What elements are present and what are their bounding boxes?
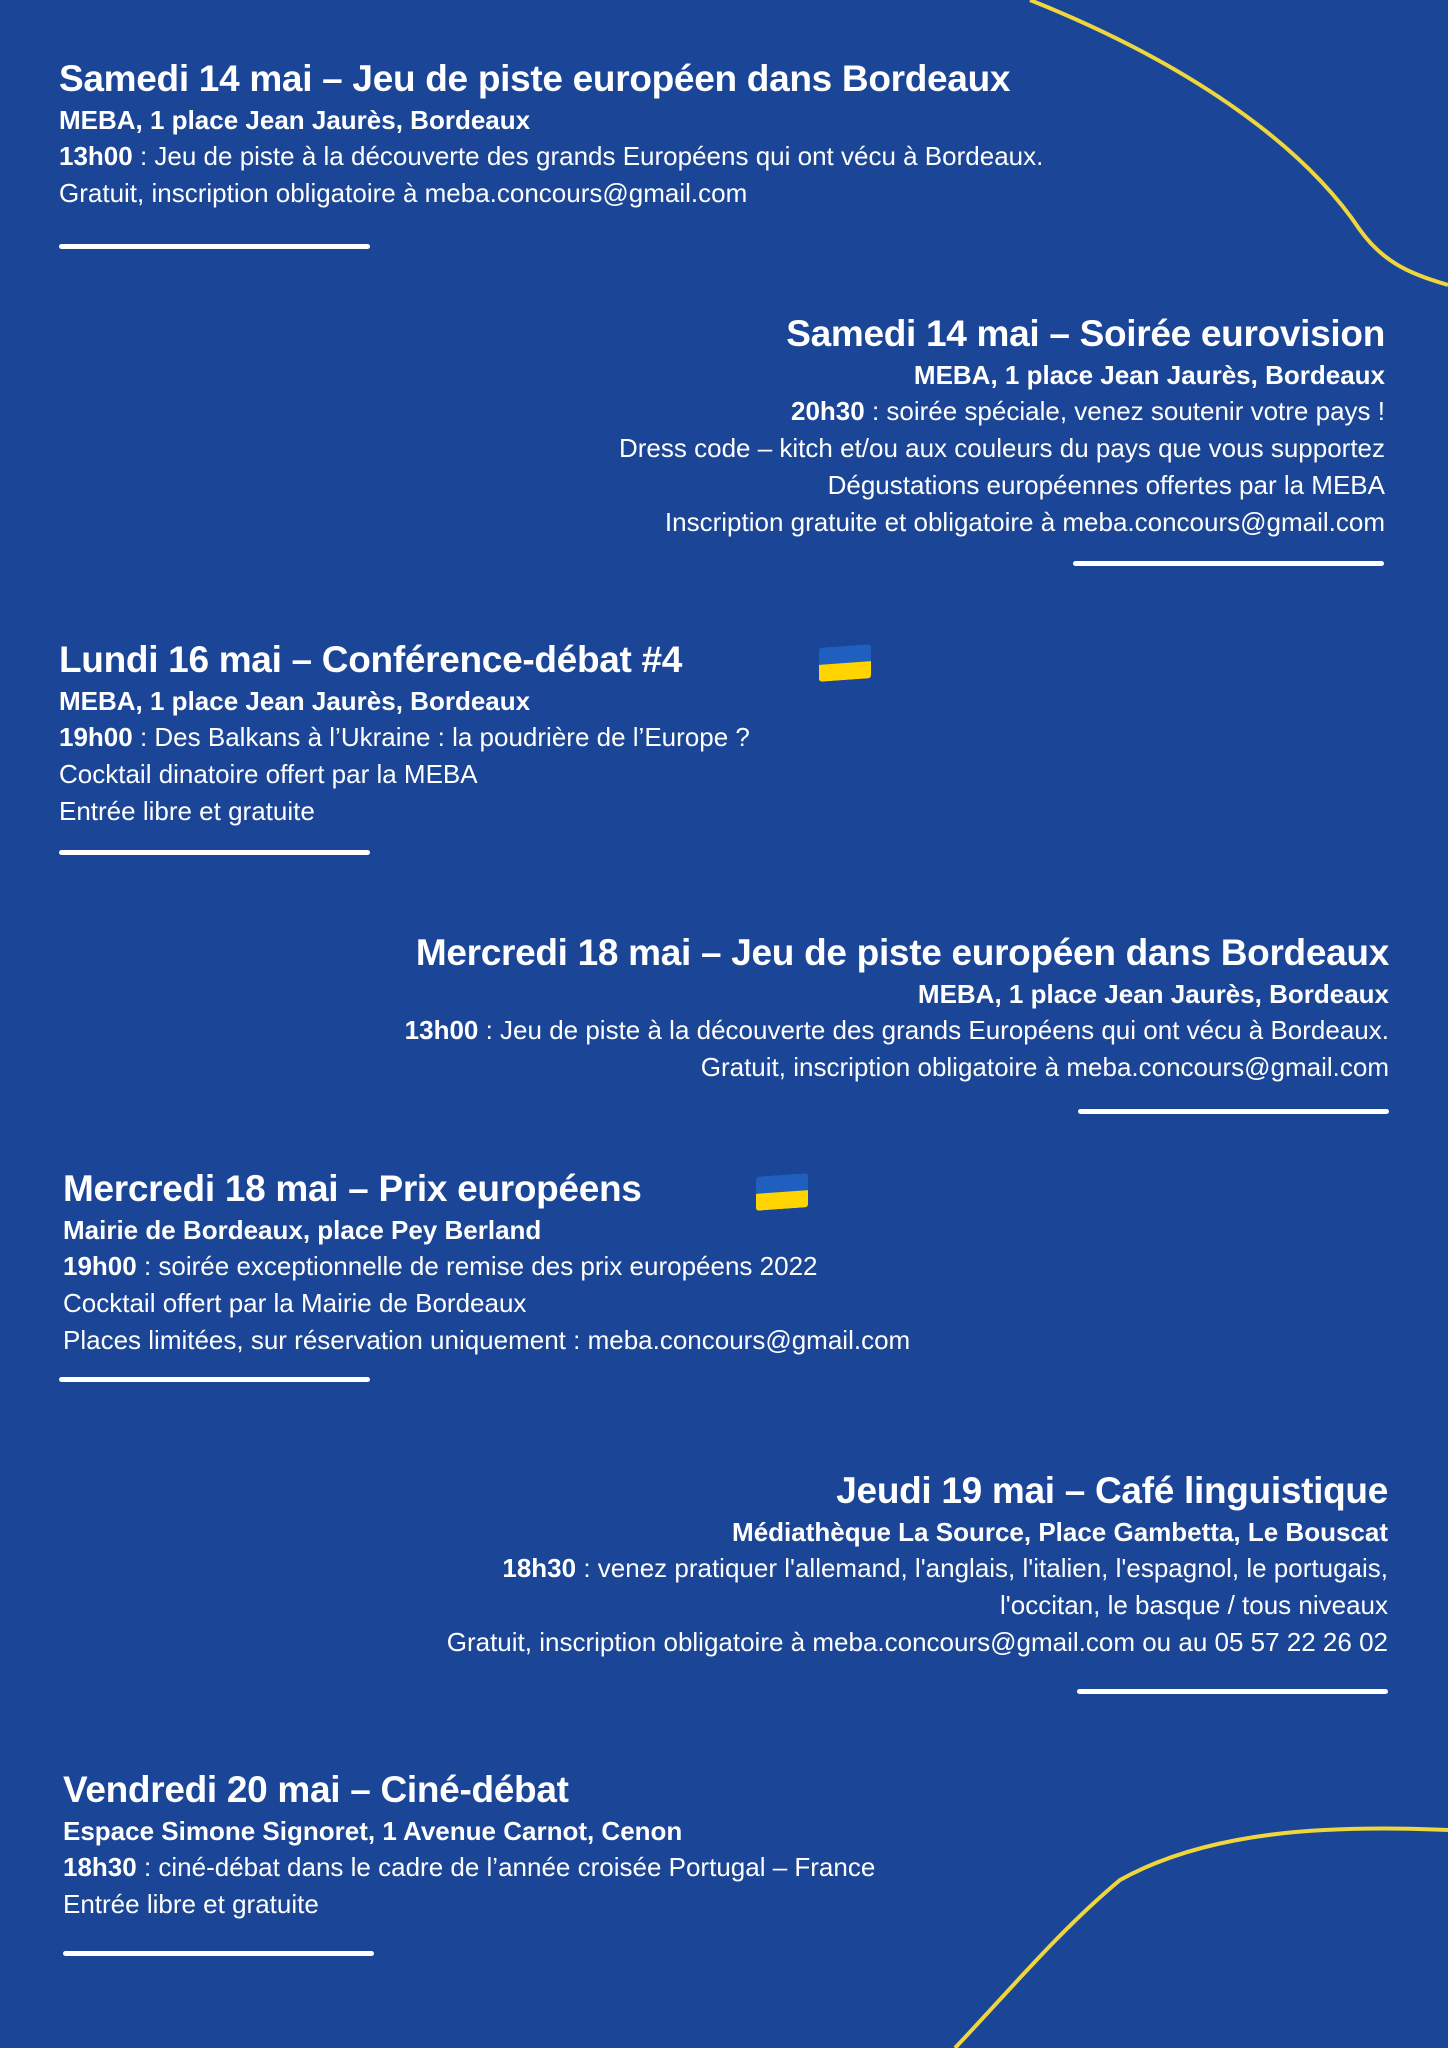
event-description [59,138,1043,175]
event-card [405,930,1389,1086]
event-description-text: : venez pratiquer l'allemand, l'anglais, l'italien, l'espagnol, le portugais, [576,1553,1388,1583]
event-time: 20h30 [790,396,865,426]
event-venue: MEBA, 1 place Jean Jaurès, Bordeaux [59,686,531,716]
event-extra-line: l'occitan, le basque / tous niveaux [1000,1590,1388,1620]
event-extra-line: Gratuit, inscription obligatoire à meba.concours@gmail.com [700,1052,1389,1082]
divider-rule [1073,561,1384,566]
event-description [447,1550,1388,1587]
ukraine-flag-icon [756,1173,808,1211]
divider-rule [59,850,370,855]
event-extra-line: Gratuit, inscription obligatoire à meba.concours@gmail.com [59,178,748,208]
event-venue: Mairie de Bordeaux, place Pey Berland [63,1215,542,1245]
event-time: 19h00 [59,722,133,752]
event-extra-line: Gratuit, inscription obligatoire à meba.concours@gmail.com ou au 05 57 22 26 02 [446,1627,1388,1657]
event-title: Vendredi 20 mai – Ciné-débat [63,1769,569,1810]
event-time: 13h00 [59,141,133,171]
event-description-text: : soirée spéciale, venez soutenir votre pays ! [864,396,1385,426]
divider-rule [59,244,370,249]
divider-rule [1078,1109,1389,1114]
event-extra-line: Dégustations européennes offertes par la MEBA [827,470,1385,500]
event-title: Samedi 14 mai – Jeu de piste européen dans Bordeaux [59,58,1011,99]
event-description-text: : soirée exceptionnelle de remise des prix européens 2022 [136,1251,818,1281]
event-time: 13h00 [404,1015,479,1045]
divider-rule [1077,1689,1388,1694]
ukraine-flag-icon [819,644,871,682]
event-card [619,311,1385,541]
event-card [447,1468,1388,1661]
event-description-text: : Jeu de piste à la découverte des grands Européens qui ont vécu à Bordeaux. [478,1015,1389,1045]
event-extra-line: Dress code – kitch et/ou aux couleurs du pays que vous supportez [619,433,1385,463]
event-venue: Médiathèque La Source, Place Gambetta, Le Bouscat [732,1517,1388,1547]
event-description [59,719,750,756]
event-description [63,1248,910,1285]
event-description-text: : Des Balkans à l’Ukraine : la poudrière de l’Europe ? [132,722,750,752]
event-description-text: : Jeu de piste à la découverte des grands Européens qui ont vécu à Bordeaux. [132,141,1044,171]
event-extra-line: Inscription gratuite et obligatoire à meba.concours@gmail.com [664,507,1385,537]
event-card [59,637,750,830]
event-description-text: : ciné-débat dans le cadre de l’année croisée Portugal – France [136,1852,876,1882]
top-right-curve [1030,0,1448,285]
event-title: Mercredi 18 mai – Jeu de piste européen dans Bordeaux [415,932,1389,973]
event-extra-line: Entrée libre et gratuite [59,796,315,826]
divider-rule [63,1951,374,1956]
event-title-text: Mercredi 18 mai – Prix européens [63,1168,642,1209]
event-venue: MEBA, 1 place Jean Jaurès, Bordeaux [59,105,531,135]
event-card [59,56,1043,212]
event-venue: MEBA, 1 place Jean Jaurès, Bordeaux [917,979,1389,1009]
event-venue: Espace Simone Signoret, 1 Avenue Carnot, Cenon [63,1816,683,1846]
event-title [59,637,682,683]
event-time: 18h30 [502,1553,577,1583]
event-description [63,1849,875,1886]
event-time: 18h30 [63,1852,137,1882]
event-title [63,1166,642,1212]
event-extra-line: Cocktail dinatoire offert par la MEBA [59,759,478,789]
event-time: 19h00 [63,1251,137,1281]
bottom-right-curve [955,1828,1448,2048]
event-description [619,393,1385,430]
event-extra-line: Places limitées, sur réservation uniquement : meba.concours@gmail.com [63,1325,911,1355]
divider-rule [59,1377,370,1382]
event-extra-line: Entrée libre et gratuite [63,1889,319,1919]
event-extra-line: Cocktail offert par la Mairie de Bordeaux [63,1288,527,1318]
event-card [63,1767,875,1923]
event-title: Samedi 14 mai – Soirée eurovision [786,313,1385,354]
event-description [405,1012,1389,1049]
event-title-text: Lundi 16 mai – Conférence-débat #4 [59,639,683,680]
event-venue: MEBA, 1 place Jean Jaurès, Bordeaux [913,360,1385,390]
event-title: Jeudi 19 mai – Café linguistique [836,1470,1388,1511]
